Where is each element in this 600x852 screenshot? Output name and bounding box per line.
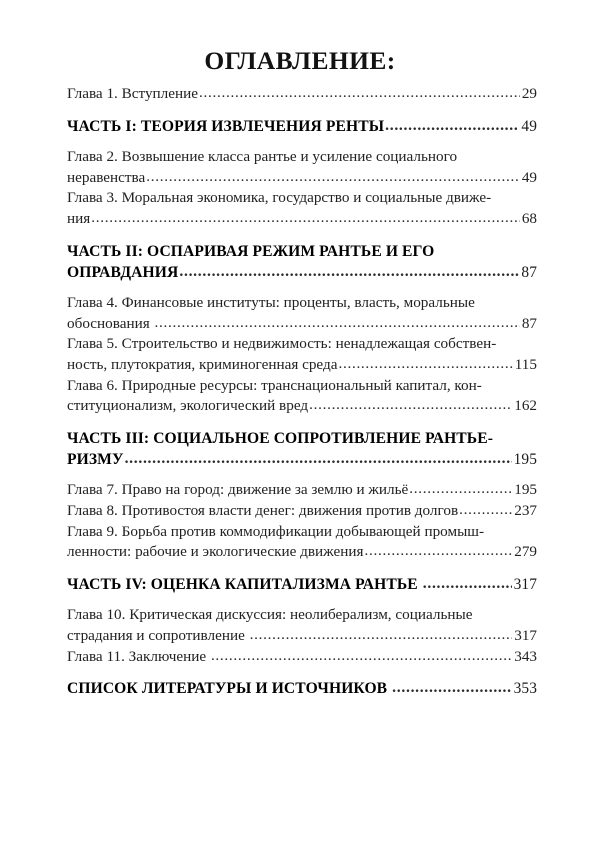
toc-entry-text: Глава 7. Право на город: движение за землю и жильё [67, 481, 409, 499]
toc-entry-line [67, 628, 537, 643]
toc-entry-line [67, 503, 537, 518]
toc-chapter-entry[interactable] [67, 295, 537, 331]
toc-part-entry[interactable] [67, 119, 537, 135]
toc-entry-text: ЧАСТЬ I: ТЕОРИЯ ИЗВЛЕЧЕНИЯ РЕНТЫ [67, 117, 385, 135]
page-number: 29 [521, 85, 537, 102]
dot-leader [155, 315, 520, 330]
toc-chapter-entry[interactable] [67, 149, 537, 185]
toc-entry-line [67, 119, 537, 135]
toc-entry-line [67, 649, 537, 664]
toc-chapter-entry[interactable] [67, 503, 537, 518]
toc-chapter-entry[interactable] [67, 482, 537, 497]
toc-entry-text: ность, плутократия, криминогенная среда [67, 355, 338, 373]
dot-leader [409, 481, 512, 496]
toc-entry-line [67, 265, 537, 281]
toc-entry-line [67, 357, 537, 372]
dot-leader [146, 169, 520, 184]
toc-entry-text: СПИСОК ЛИТЕРАТУРЫ И ИСТОЧНИКОВ [67, 680, 392, 698]
dot-leader [459, 502, 512, 517]
toc-entry-text: Глава 10. Критическая дискуссия: неолиберализм, социальные [67, 606, 473, 624]
page-number: 353 [513, 680, 537, 698]
toc-entry-text: Глава 8. Противостоя власти денег: движения против долгов [67, 501, 459, 519]
toc-entry-text: ституционализм, экологический вред [67, 397, 309, 415]
toc-entry-text: ОПРАВДАНИЯ [67, 263, 179, 281]
dot-leader [392, 680, 511, 696]
page-number: 279 [514, 543, 537, 561]
toc-chapter-entry[interactable] [67, 378, 537, 414]
toc-part-entry[interactable] [67, 577, 537, 593]
toc-entry-line [67, 336, 537, 351]
page-number: 115 [514, 355, 537, 373]
page-number: 237 [514, 501, 537, 519]
toc-entry-text: неравенства [67, 168, 146, 186]
toc-entry-text: Глава 6. Природные ресурсы: транснациональный капитал, кон- [67, 376, 482, 394]
toc-entry-text: Глава 4. Финансовые институты: проценты, власть, моральные [67, 293, 475, 311]
toc-entry-text: ЧАСТЬ III: СОЦИАЛЬНОЕ СОПРОТИВЛЕНИЕ РАНТЬЕ- [67, 430, 494, 448]
toc-chapter-entry[interactable] [67, 607, 537, 643]
page-number: 87 [521, 314, 537, 332]
toc-entry-line [67, 378, 537, 393]
toc-entry-list [67, 86, 537, 702]
dot-leader [309, 397, 512, 412]
toc-chapter-entry[interactable] [67, 649, 537, 664]
toc-entry-text: ЧАСТЬ II: ОСПАРИВАЯ РЕЖИМ РАНТЬЕ И ЕГО [67, 242, 435, 260]
toc-entry-line [67, 577, 537, 593]
entry-spacer [67, 232, 537, 244]
toc-entry-line [67, 607, 537, 622]
toc-entry-line [67, 86, 537, 101]
dot-leader [211, 648, 512, 663]
page-number: 49 [521, 168, 537, 186]
page-number: 343 [514, 647, 537, 665]
toc-entry-text: ЧАСТЬ IV: ОЦЕНКА КАПИТАЛИЗМА РАНТЬЕ [67, 576, 422, 594]
toc-entry-text: Глава 3. Моральная экономика, государство и социальные движе- [67, 189, 492, 207]
toc-entry-line [67, 681, 537, 697]
dot-leader [338, 356, 512, 371]
toc-entry-text: Глава 1. Вступление [67, 85, 198, 102]
toc-entry-line [67, 211, 537, 226]
toc-entry-text: страдания и сопротивление [67, 626, 249, 644]
page-number: 317 [514, 626, 537, 644]
page-number: 87 [521, 263, 537, 281]
dot-leader [364, 543, 512, 558]
dot-leader [250, 627, 513, 642]
page-title: ОГЛАВЛЕНИЕ: [204, 46, 396, 75]
toc-part-entry[interactable] [67, 244, 537, 281]
page-number: 68 [521, 209, 537, 227]
toc-entry-line [67, 295, 537, 310]
toc-entry-line [67, 452, 537, 468]
toc-entry-line [67, 244, 537, 260]
toc-entry-line [67, 149, 537, 164]
toc-chapter-entry[interactable] [67, 190, 537, 226]
page-number: 49 [521, 117, 537, 135]
toc-entry-text: РИЗМУ [67, 451, 124, 469]
dot-leader [385, 118, 519, 134]
dot-leader [423, 576, 512, 592]
toc-entry-line [67, 316, 537, 331]
toc-entry-line [67, 544, 537, 559]
toc-entry-line [67, 398, 537, 413]
toc-chapter-entry[interactable] [67, 524, 537, 560]
page-number: 317 [513, 576, 537, 594]
toc-entry-text: Глава 5. Строительство и недвижимость: ненадлежащая собствен- [67, 335, 497, 353]
toc-chapter-entry[interactable] [67, 336, 537, 372]
page-number: 195 [514, 481, 537, 499]
toc-entry-text: обоснования [67, 314, 154, 332]
page-number: 195 [513, 451, 537, 469]
toc-part-entry[interactable] [67, 681, 537, 697]
toc-entry-text: ленности: рабочие и экологические движения [67, 543, 364, 561]
page-number: 162 [514, 397, 537, 415]
toc-entry-line [67, 190, 537, 205]
toc-part-entry[interactable] [67, 431, 537, 468]
dot-leader [179, 264, 519, 280]
toc-entry-line [67, 170, 537, 185]
toc-entry-text: Глава 11. Заключение [67, 647, 210, 665]
dot-leader [125, 451, 512, 467]
dot-leader [199, 85, 520, 100]
toc-entry-text: Глава 2. Возвышение класса рантье и усиление социального [67, 147, 458, 165]
toc-entry-text: ния [67, 209, 91, 227]
toc-entry-line [67, 431, 537, 447]
toc-chapter-entry[interactable] [67, 86, 537, 101]
dot-leader [91, 210, 520, 225]
toc-entry-line [67, 524, 537, 539]
toc-entry-line [67, 482, 537, 497]
toc-entry-text: Глава 9. Борьба против коммодификации добывающей промыш- [67, 522, 485, 540]
